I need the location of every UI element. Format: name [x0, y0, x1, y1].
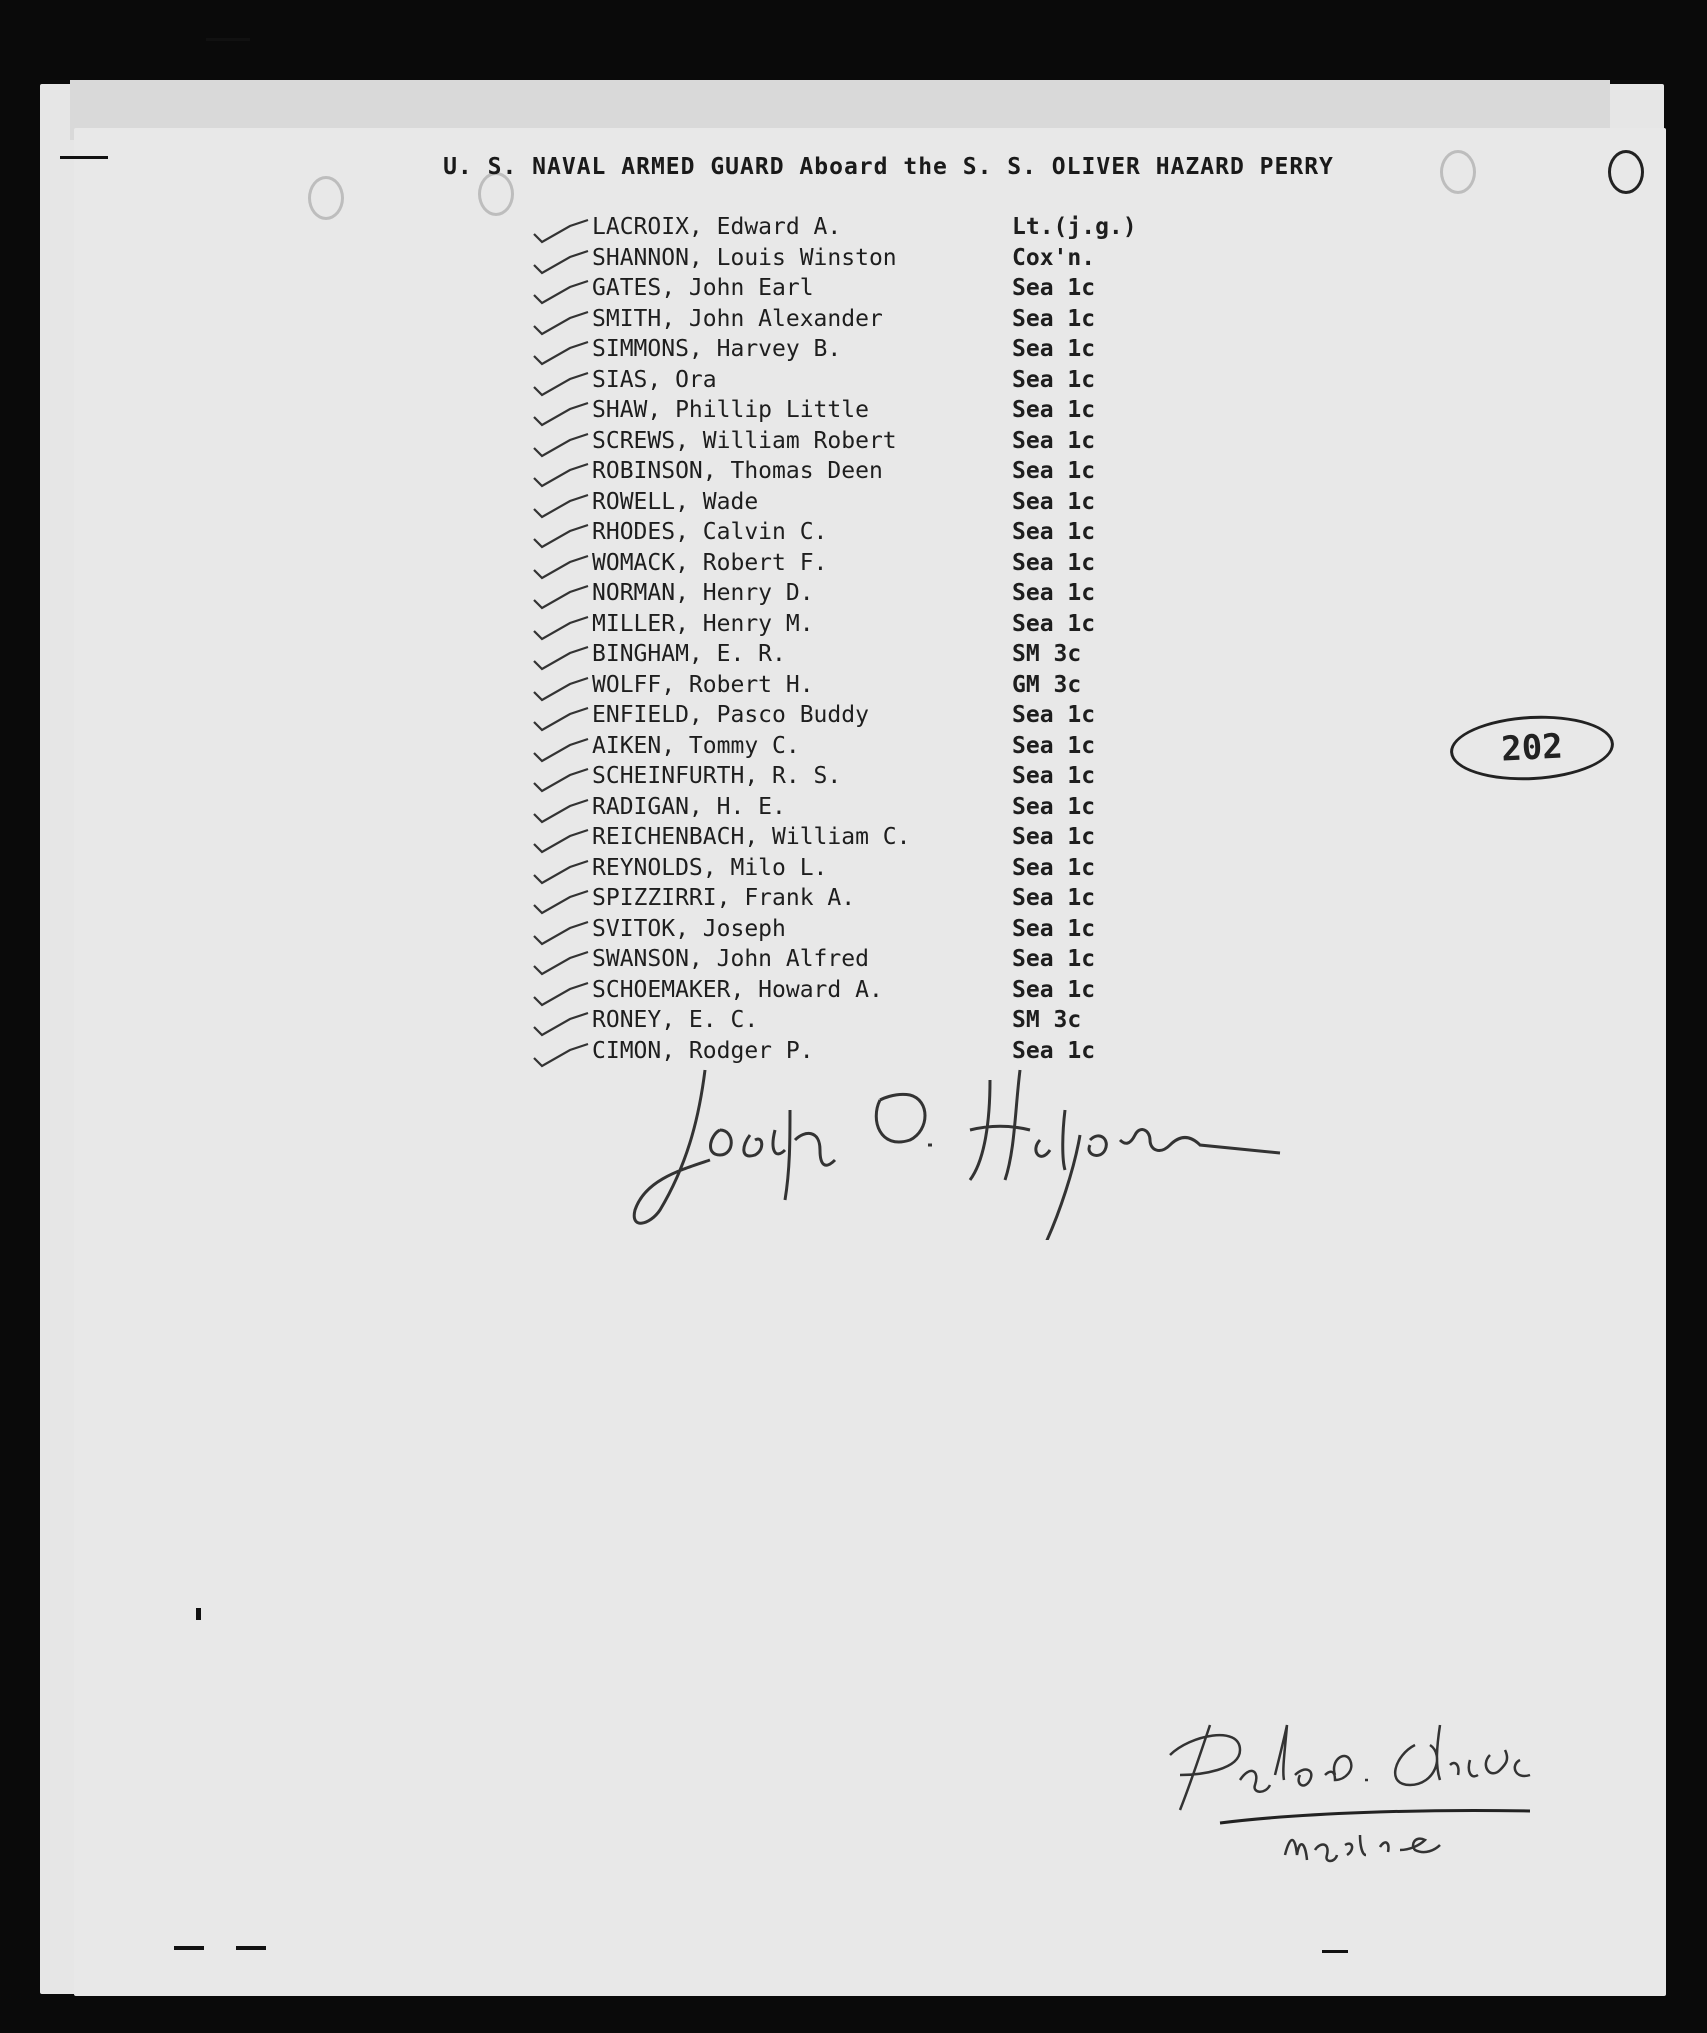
crew-name: SIAS, Ora: [592, 366, 717, 393]
crew-rate: Sea 1c: [1012, 519, 1096, 545]
crew-rate: Sea 1c: [1012, 915, 1096, 942]
crew-rate: Sea 1c: [1012, 1037, 1096, 1064]
check-mark-icon: [530, 828, 590, 854]
check-mark-icon: [530, 706, 590, 732]
crew-rate: GM 3c: [1012, 671, 1082, 698]
check-mark-icon: [530, 859, 590, 885]
crew-rate: Sea 1c: [1012, 610, 1096, 637]
crew-name: SCHEINFURTH, R. S.: [592, 763, 842, 789]
crew-rate: Sea 1c: [1012, 305, 1096, 332]
crew-name: ENFIELD, Pasco Buddy: [592, 702, 869, 728]
check-mark-icon: [530, 981, 590, 1007]
check-mark-icon: [530, 493, 590, 519]
signature-image: [610, 1050, 1310, 1240]
crew-name: BINGHAM, E. R.: [592, 641, 786, 667]
crew-name: WOLFF, Robert H.: [592, 671, 814, 698]
check-mark-icon: [530, 523, 590, 549]
check-mark-icon: [530, 950, 590, 976]
crew-rate: Sea 1c: [1012, 732, 1096, 759]
document-title: U. S. NAVAL ARMED GUARD Aboard the S. S. OLIVER HAZARD PERRY: [443, 154, 1334, 180]
check-mark-icon: [530, 432, 590, 458]
crew-name: CIMON, Rodger P.: [592, 1037, 814, 1064]
crew-name: SVITOK, Joseph: [592, 915, 786, 942]
crew-name: SIMMONS, Harvey B.: [592, 336, 842, 362]
crew-rate: Sea 1c: [1012, 763, 1096, 789]
crew-name: RONEY, E. C.: [592, 1007, 759, 1033]
check-mark-icon: [530, 554, 590, 580]
scan-mark: [60, 156, 108, 159]
crew-name: NORMAN, Henry D.: [592, 580, 814, 606]
crew-name: RADIGAN, H. E.: [592, 793, 786, 820]
crew-rate: Sea 1c: [1012, 397, 1096, 423]
crew-rate: Sea 1c: [1012, 366, 1096, 393]
crew-rate: Sea 1c: [1012, 336, 1096, 362]
check-mark-icon: [530, 615, 590, 641]
check-mark-icon: [530, 676, 590, 702]
crew-rate: Sea 1c: [1012, 702, 1096, 728]
crew-name: ROWELL, Wade: [592, 488, 759, 515]
check-mark-icon: [530, 584, 590, 610]
check-mark-icon: [530, 310, 590, 336]
page-number-stamp: 202: [1448, 712, 1615, 784]
crew-name: SCREWS, William Robert: [592, 427, 897, 454]
crew-rate: Sea 1c: [1012, 427, 1096, 454]
crew-rate: Sea 1c: [1012, 793, 1096, 820]
scan-mark: [196, 1608, 201, 1620]
check-mark-icon: [530, 645, 590, 671]
check-mark-icon: [530, 1011, 590, 1037]
check-mark-icon: [530, 767, 590, 793]
crew-rate: Sea 1c: [1012, 976, 1096, 1003]
check-mark-icon: [530, 798, 590, 824]
check-mark-icon: [530, 1042, 590, 1068]
crew-name: SWANSON, John Alfred: [592, 946, 869, 972]
signature-image: [1150, 1705, 1580, 1875]
crew-rate: SM 3c: [1012, 641, 1082, 667]
crew-rate: Sea 1c: [1012, 275, 1096, 301]
check-mark-icon: [530, 462, 590, 488]
check-mark-icon: [530, 249, 590, 275]
crew-rate: SM 3c: [1012, 1007, 1082, 1033]
check-mark-icon: [530, 889, 590, 915]
crew-rate: Sea 1c: [1012, 458, 1096, 484]
crew-rate: Cox'n.: [1012, 244, 1096, 271]
check-mark-icon: [530, 218, 590, 244]
scan-mark: [1322, 1950, 1348, 1953]
crew-name: SPIZZIRRI, Frank A.: [592, 885, 856, 911]
check-mark-icon: [530, 340, 590, 366]
check-mark-icon: [530, 920, 590, 946]
check-mark-icon: [530, 737, 590, 763]
crew-rate: Sea 1c: [1012, 580, 1096, 606]
punch-hole-icon: [308, 176, 344, 220]
crew-rate: Sea 1c: [1012, 885, 1096, 911]
crew-name: SHANNON, Louis Winston: [592, 244, 897, 271]
crew-rate: Sea 1c: [1012, 824, 1096, 850]
check-mark-icon: [530, 401, 590, 427]
crew-name: REYNOLDS, Milo L.: [592, 854, 828, 881]
crew-name: ROBINSON, Thomas Deen: [592, 458, 883, 484]
crew-name: REICHENBACH, William C.: [592, 824, 911, 850]
crew-rate: Sea 1c: [1012, 946, 1096, 972]
crew-name: SHAW, Phillip Little: [592, 397, 869, 423]
scan-mark: [206, 38, 250, 41]
crew-rate: Sea 1c: [1012, 488, 1096, 515]
crew-rate: Lt.(j.g.): [1012, 214, 1137, 240]
crew-name: AIKEN, Tommy C.: [592, 732, 800, 759]
crew-rate: Sea 1c: [1012, 549, 1096, 576]
check-mark-icon: [530, 371, 590, 397]
check-mark-icon: [530, 279, 590, 305]
crew-rate: Sea 1c: [1012, 854, 1096, 881]
scan-mark: [236, 1946, 266, 1950]
scan-mark: [174, 1946, 204, 1950]
crew-name: RHODES, Calvin C.: [592, 519, 828, 545]
crew-name: GATES, John Earl: [592, 275, 814, 301]
crew-name: SCHOEMAKER, Howard A.: [592, 976, 883, 1003]
crew-name: WOMACK, Robert F.: [592, 549, 828, 576]
crew-name: LACROIX, Edward A.: [592, 214, 842, 240]
crew-name: MILLER, Henry M.: [592, 610, 814, 637]
crew-name: SMITH, John Alexander: [592, 305, 883, 332]
